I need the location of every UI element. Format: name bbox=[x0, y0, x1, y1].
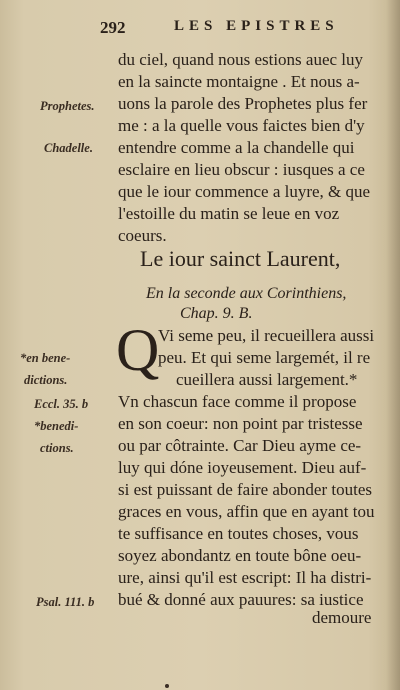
text-line: me : a la quelle vous faictes bien d'y bbox=[118, 116, 365, 135]
text-line: ure, ainsi qu'il est escript: Il ha distri- bbox=[118, 568, 372, 587]
text-line: coeurs. bbox=[118, 226, 167, 245]
catchword: demoure bbox=[312, 608, 372, 627]
marginal-note-dictions: dictions. bbox=[24, 373, 68, 387]
page-header bbox=[100, 18, 380, 40]
text-line: Vn chascun face comme il propose bbox=[118, 392, 357, 411]
text-line: en la saincte montaigne . Et nous a- bbox=[118, 72, 360, 91]
text-line: esclaire en lieu obscur : iusques a ce bbox=[118, 160, 365, 179]
marginal-note-en-bene: *en bene- bbox=[20, 351, 71, 365]
text-line: que le iour commence a luyre, & que bbox=[118, 182, 371, 201]
text-line: te suffisance en toutes choses, vous bbox=[118, 524, 359, 543]
text-line: graces en vous, affin que en ayant tou bbox=[118, 502, 375, 521]
text-line: en son coeur: non point par tristesse bbox=[118, 414, 363, 433]
running-title: LES EPISTRES bbox=[174, 18, 339, 34]
text-line: bué & donné aux pauures: sa iustice bbox=[118, 590, 364, 609]
ink-speck bbox=[165, 684, 169, 688]
section-chapter: Chap. 9. B. bbox=[180, 305, 253, 322]
text-line: l'estoille du matin se leue en voz bbox=[118, 204, 340, 223]
marginal-note-eccl: Eccl. 35. b bbox=[34, 397, 89, 411]
text-line: du ciel, quand nous estions auec luy bbox=[118, 50, 364, 69]
text-line: cueillera aussi largement.* bbox=[176, 370, 358, 389]
text-line: si est puissant de faire abonder toutes bbox=[118, 480, 372, 499]
marginal-note-prophetes: Prophetes. bbox=[40, 99, 95, 113]
marginal-note-ctions: ctions. bbox=[40, 441, 74, 455]
marginal-note-psal: Psal. 111. b bbox=[36, 595, 95, 609]
marginal-note-benedi: *benedi- bbox=[34, 419, 79, 433]
text-line: peu. Et qui seme largemét, il re bbox=[158, 348, 371, 367]
section-subtitle: En la seconde aux Corinthiens, bbox=[146, 285, 347, 302]
page-number: 292 bbox=[100, 18, 126, 37]
page-edge-shadow bbox=[386, 0, 400, 690]
text-line: entendre comme a la chandelle qui bbox=[118, 138, 355, 157]
text-line: soyez abondantz en toute bône oeu- bbox=[118, 546, 362, 565]
drop-cap: Q bbox=[116, 317, 160, 383]
text-line: Vi seme peu, il recueillera aussi bbox=[158, 326, 375, 345]
marginal-note-chandelle: Chadelle. bbox=[44, 141, 93, 155]
section-title: Le iour sainct Laurent, bbox=[140, 246, 341, 271]
text-line: luy qui dóne ioyeusement. Dieu auf- bbox=[118, 458, 367, 477]
text-line: uons la parole des Prophetes plus fer bbox=[118, 94, 368, 113]
text-line: ou par côtrainte. Car Dieu ayme ce- bbox=[118, 436, 362, 455]
